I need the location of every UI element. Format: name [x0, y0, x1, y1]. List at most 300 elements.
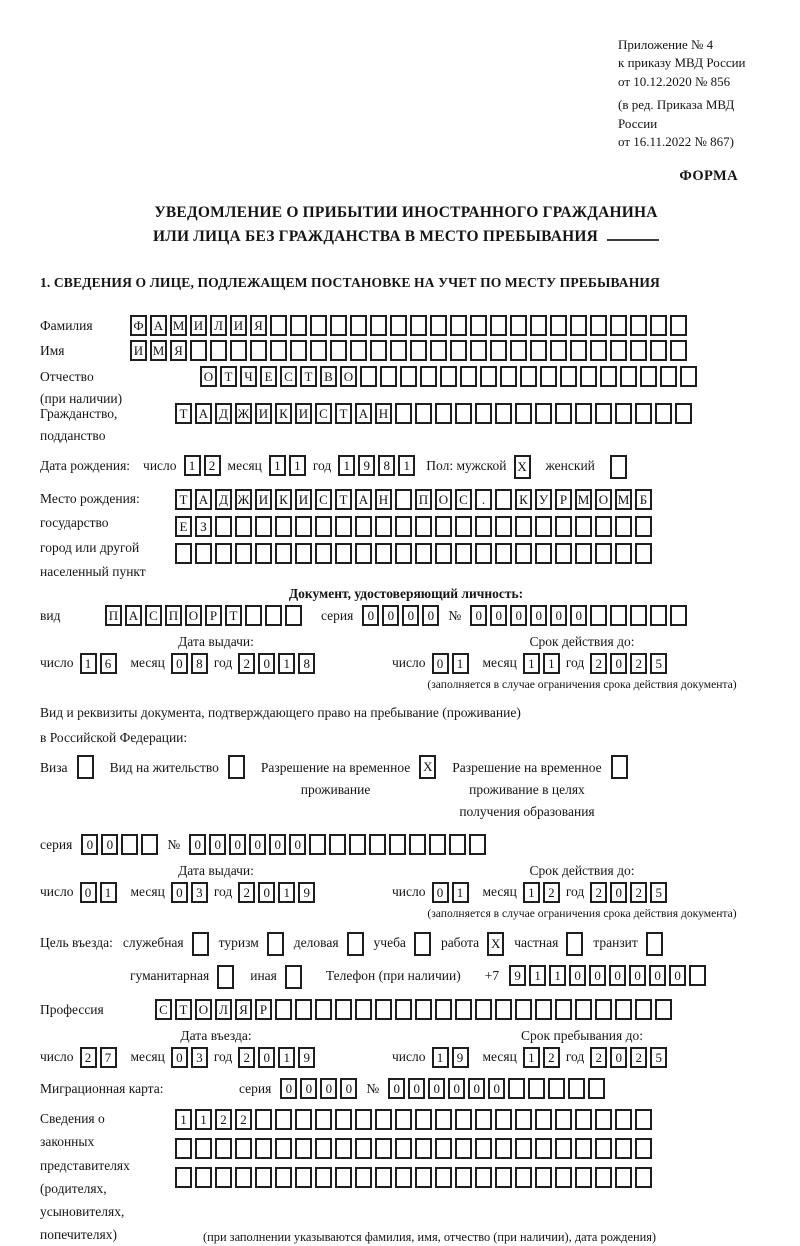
char-cell[interactable]: 0: [229, 834, 246, 855]
char-cell[interactable]: [435, 1138, 452, 1159]
char-cell[interactable]: [285, 965, 302, 989]
char-cell[interactable]: [615, 1167, 632, 1188]
char-cell[interactable]: 9: [298, 882, 315, 903]
char-cell[interactable]: [640, 366, 657, 387]
char-cell[interactable]: О: [200, 366, 217, 387]
char-cell[interactable]: [635, 516, 652, 537]
char-cell[interactable]: [310, 315, 327, 336]
char-cell[interactable]: 7: [100, 1047, 117, 1068]
char-cell[interactable]: [390, 315, 407, 336]
char-cell[interactable]: Ж: [235, 403, 252, 424]
char-cell[interactable]: [235, 543, 252, 564]
char-cell[interactable]: [290, 315, 307, 336]
char-cell[interactable]: И: [255, 403, 272, 424]
char-cell[interactable]: [250, 340, 267, 361]
char-cell[interactable]: 1: [278, 1047, 295, 1068]
char-cell[interactable]: Н: [375, 403, 392, 424]
char-cell[interactable]: 0: [649, 965, 666, 986]
char-cell[interactable]: [568, 1078, 585, 1099]
char-cell[interactable]: [575, 403, 592, 424]
char-cell[interactable]: [595, 403, 612, 424]
char-cell[interactable]: [255, 543, 272, 564]
char-cell[interactable]: 0: [610, 653, 627, 674]
char-cell[interactable]: И: [130, 340, 147, 361]
char-cell[interactable]: А: [150, 315, 167, 336]
char-cell[interactable]: [670, 605, 687, 626]
char-cell[interactable]: [350, 340, 367, 361]
char-cell[interactable]: И: [255, 489, 272, 510]
char-cell[interactable]: [335, 999, 352, 1020]
char-cell[interactable]: [375, 1138, 392, 1159]
char-cell[interactable]: [315, 1167, 332, 1188]
char-cell[interactable]: 0: [289, 834, 306, 855]
char-cell[interactable]: [635, 1138, 652, 1159]
char-cell[interactable]: 8: [298, 653, 315, 674]
char-cell[interactable]: [615, 1138, 632, 1159]
char-cell[interactable]: X: [514, 455, 531, 479]
char-cell[interactable]: [555, 999, 572, 1020]
char-cell[interactable]: [495, 1167, 512, 1188]
char-cell[interactable]: 1: [278, 653, 295, 674]
char-cell[interactable]: О: [595, 489, 612, 510]
char-cell[interactable]: С: [145, 605, 162, 626]
char-cell[interactable]: [475, 1138, 492, 1159]
char-cell[interactable]: 1: [549, 965, 566, 986]
char-cell[interactable]: [265, 605, 282, 626]
char-cell[interactable]: 3: [191, 882, 208, 903]
char-cell[interactable]: [535, 999, 552, 1020]
char-cell[interactable]: 2: [235, 1109, 252, 1130]
char-cell[interactable]: [395, 1109, 412, 1130]
char-cell[interactable]: [395, 489, 412, 510]
char-cell[interactable]: [535, 1167, 552, 1188]
char-cell[interactable]: Т: [175, 403, 192, 424]
char-cell[interactable]: К: [515, 489, 532, 510]
char-cell[interactable]: [595, 1138, 612, 1159]
char-cell[interactable]: [415, 999, 432, 1020]
char-cell[interactable]: [595, 543, 612, 564]
char-cell[interactable]: [470, 340, 487, 361]
char-cell[interactable]: [415, 516, 432, 537]
char-cell[interactable]: [370, 340, 387, 361]
char-cell[interactable]: 0: [362, 605, 379, 626]
char-cell[interactable]: [190, 340, 207, 361]
char-cell[interactable]: 5: [650, 1047, 667, 1068]
char-cell[interactable]: [475, 1167, 492, 1188]
char-cell[interactable]: [335, 516, 352, 537]
char-cell[interactable]: [330, 315, 347, 336]
char-cell[interactable]: [575, 1167, 592, 1188]
char-cell[interactable]: И: [230, 315, 247, 336]
char-cell[interactable]: [610, 605, 627, 626]
char-cell[interactable]: 0: [171, 882, 188, 903]
char-cell[interactable]: [349, 834, 366, 855]
char-cell[interactable]: [495, 999, 512, 1020]
char-cell[interactable]: 0: [209, 834, 226, 855]
char-cell[interactable]: М: [615, 489, 632, 510]
char-cell[interactable]: 0: [629, 965, 646, 986]
char-cell[interactable]: 0: [320, 1078, 337, 1099]
char-cell[interactable]: С: [315, 403, 332, 424]
char-cell[interactable]: [415, 1167, 432, 1188]
char-cell[interactable]: [415, 1109, 432, 1130]
char-cell[interactable]: [410, 340, 427, 361]
char-cell[interactable]: [615, 403, 632, 424]
char-cell[interactable]: [440, 366, 457, 387]
char-cell[interactable]: [520, 366, 537, 387]
char-cell[interactable]: [600, 366, 617, 387]
char-cell[interactable]: В: [320, 366, 337, 387]
char-cell[interactable]: [475, 516, 492, 537]
char-cell[interactable]: [455, 543, 472, 564]
char-cell[interactable]: К: [275, 489, 292, 510]
char-cell[interactable]: [575, 1109, 592, 1130]
char-cell[interactable]: М: [150, 340, 167, 361]
char-cell[interactable]: 0: [669, 965, 686, 986]
char-cell[interactable]: Б: [635, 489, 652, 510]
char-cell[interactable]: 1: [529, 965, 546, 986]
char-cell[interactable]: [595, 999, 612, 1020]
char-cell[interactable]: 0: [609, 965, 626, 986]
char-cell[interactable]: 2: [238, 653, 255, 674]
char-cell[interactable]: [590, 315, 607, 336]
char-cell[interactable]: [575, 1138, 592, 1159]
char-cell[interactable]: 0: [432, 653, 449, 674]
char-cell[interactable]: [295, 1109, 312, 1130]
char-cell[interactable]: [495, 1138, 512, 1159]
char-cell[interactable]: Т: [300, 366, 317, 387]
char-cell[interactable]: 0: [258, 882, 275, 903]
char-cell[interactable]: [329, 834, 346, 855]
char-cell[interactable]: [575, 999, 592, 1020]
char-cell[interactable]: .: [475, 489, 492, 510]
char-cell[interactable]: [480, 366, 497, 387]
char-cell[interactable]: [245, 605, 262, 626]
char-cell[interactable]: [275, 1138, 292, 1159]
char-cell[interactable]: [309, 834, 326, 855]
char-cell[interactable]: [315, 543, 332, 564]
char-cell[interactable]: [495, 489, 512, 510]
char-cell[interactable]: Т: [175, 999, 192, 1020]
char-cell[interactable]: [450, 340, 467, 361]
char-cell[interactable]: С: [455, 489, 472, 510]
char-cell[interactable]: [310, 340, 327, 361]
char-cell[interactable]: 2: [630, 1047, 647, 1068]
char-cell[interactable]: [375, 516, 392, 537]
char-cell[interactable]: Н: [375, 489, 392, 510]
char-cell[interactable]: [335, 1109, 352, 1130]
char-cell[interactable]: [610, 340, 627, 361]
char-cell[interactable]: [455, 1138, 472, 1159]
char-cell[interactable]: 2: [238, 882, 255, 903]
char-cell[interactable]: [335, 1138, 352, 1159]
char-cell[interactable]: 0: [280, 1078, 297, 1099]
char-cell[interactable]: [255, 1109, 272, 1130]
char-cell[interactable]: [550, 315, 567, 336]
char-cell[interactable]: [355, 1109, 372, 1130]
char-cell[interactable]: [455, 403, 472, 424]
char-cell[interactable]: 0: [610, 1047, 627, 1068]
char-cell[interactable]: 0: [569, 965, 586, 986]
char-cell[interactable]: 0: [589, 965, 606, 986]
char-cell[interactable]: [420, 366, 437, 387]
char-cell[interactable]: Т: [225, 605, 242, 626]
char-cell[interactable]: [192, 932, 209, 956]
char-cell[interactable]: [500, 366, 517, 387]
char-cell[interactable]: 0: [189, 834, 206, 855]
char-cell[interactable]: [630, 605, 647, 626]
char-cell[interactable]: [355, 1138, 372, 1159]
char-cell[interactable]: И: [190, 315, 207, 336]
char-cell[interactable]: [270, 315, 287, 336]
char-cell[interactable]: [475, 1109, 492, 1130]
char-cell[interactable]: [566, 932, 583, 956]
char-cell[interactable]: [595, 516, 612, 537]
char-cell[interactable]: 1: [523, 882, 540, 903]
char-cell[interactable]: 0: [530, 605, 547, 626]
char-cell[interactable]: Ф: [130, 315, 147, 336]
char-cell[interactable]: [355, 543, 372, 564]
char-cell[interactable]: [315, 999, 332, 1020]
char-cell[interactable]: [330, 340, 347, 361]
char-cell[interactable]: [515, 1109, 532, 1130]
char-cell[interactable]: 0: [468, 1078, 485, 1099]
char-cell[interactable]: 1: [523, 653, 540, 674]
char-cell[interactable]: П: [165, 605, 182, 626]
char-cell[interactable]: 1: [184, 455, 201, 476]
char-cell[interactable]: [335, 1167, 352, 1188]
char-cell[interactable]: 1: [432, 1047, 449, 1068]
char-cell[interactable]: [475, 403, 492, 424]
char-cell[interactable]: 2: [630, 653, 647, 674]
char-cell[interactable]: [141, 834, 158, 855]
char-cell[interactable]: [635, 403, 652, 424]
char-cell[interactable]: А: [195, 403, 212, 424]
char-cell[interactable]: [490, 340, 507, 361]
char-cell[interactable]: [535, 1109, 552, 1130]
char-cell[interactable]: С: [155, 999, 172, 1020]
char-cell[interactable]: Я: [250, 315, 267, 336]
char-cell[interactable]: 1: [269, 455, 286, 476]
char-cell[interactable]: [395, 1167, 412, 1188]
char-cell[interactable]: [630, 315, 647, 336]
char-cell[interactable]: X: [487, 932, 504, 956]
char-cell[interactable]: 0: [470, 605, 487, 626]
char-cell[interactable]: [77, 755, 94, 779]
char-cell[interactable]: [650, 605, 667, 626]
char-cell[interactable]: Р: [255, 999, 272, 1020]
char-cell[interactable]: [275, 1167, 292, 1188]
char-cell[interactable]: [375, 1109, 392, 1130]
char-cell[interactable]: [689, 965, 706, 986]
char-cell[interactable]: [515, 516, 532, 537]
char-cell[interactable]: [528, 1078, 545, 1099]
char-cell[interactable]: Д: [215, 403, 232, 424]
char-cell[interactable]: [595, 1167, 612, 1188]
char-cell[interactable]: [675, 403, 692, 424]
char-cell[interactable]: [255, 1167, 272, 1188]
char-cell[interactable]: [470, 315, 487, 336]
char-cell[interactable]: 0: [300, 1078, 317, 1099]
char-cell[interactable]: [555, 516, 572, 537]
char-cell[interactable]: П: [415, 489, 432, 510]
char-cell[interactable]: П: [105, 605, 122, 626]
char-cell[interactable]: [215, 543, 232, 564]
char-cell[interactable]: X: [419, 755, 436, 779]
char-cell[interactable]: 1: [80, 653, 97, 674]
char-cell[interactable]: [555, 543, 572, 564]
char-cell[interactable]: [535, 516, 552, 537]
char-cell[interactable]: [611, 755, 628, 779]
char-cell[interactable]: [389, 834, 406, 855]
char-cell[interactable]: [510, 340, 527, 361]
char-cell[interactable]: [555, 1138, 572, 1159]
char-cell[interactable]: К: [275, 403, 292, 424]
char-cell[interactable]: [380, 366, 397, 387]
char-cell[interactable]: [369, 834, 386, 855]
char-cell[interactable]: [508, 1078, 525, 1099]
char-cell[interactable]: 0: [448, 1078, 465, 1099]
char-cell[interactable]: [415, 543, 432, 564]
char-cell[interactable]: [455, 516, 472, 537]
char-cell[interactable]: [495, 403, 512, 424]
char-cell[interactable]: [195, 1167, 212, 1188]
char-cell[interactable]: [610, 455, 627, 479]
char-cell[interactable]: И: [295, 489, 312, 510]
char-cell[interactable]: О: [435, 489, 452, 510]
char-cell[interactable]: [548, 1078, 565, 1099]
char-cell[interactable]: [515, 543, 532, 564]
char-cell[interactable]: 1: [452, 653, 469, 674]
char-cell[interactable]: [195, 543, 212, 564]
char-cell[interactable]: [570, 315, 587, 336]
char-cell[interactable]: [217, 965, 234, 989]
char-cell[interactable]: [400, 366, 417, 387]
char-cell[interactable]: [295, 1138, 312, 1159]
char-cell[interactable]: [475, 999, 492, 1020]
char-cell[interactable]: [295, 516, 312, 537]
char-cell[interactable]: [295, 543, 312, 564]
char-cell[interactable]: [635, 543, 652, 564]
char-cell[interactable]: [615, 543, 632, 564]
char-cell[interactable]: [375, 999, 392, 1020]
char-cell[interactable]: Т: [175, 489, 192, 510]
char-cell[interactable]: [370, 315, 387, 336]
char-cell[interactable]: [655, 999, 672, 1020]
char-cell[interactable]: [575, 516, 592, 537]
char-cell[interactable]: [435, 1109, 452, 1130]
char-cell[interactable]: 0: [408, 1078, 425, 1099]
char-cell[interactable]: Л: [210, 315, 227, 336]
char-cell[interactable]: [429, 834, 446, 855]
char-cell[interactable]: [435, 1167, 452, 1188]
char-cell[interactable]: [285, 605, 302, 626]
char-cell[interactable]: [215, 1167, 232, 1188]
char-cell[interactable]: 0: [490, 605, 507, 626]
char-cell[interactable]: [175, 543, 192, 564]
char-cell[interactable]: 6: [100, 653, 117, 674]
char-cell[interactable]: [228, 755, 245, 779]
char-cell[interactable]: 5: [650, 882, 667, 903]
char-cell[interactable]: [655, 403, 672, 424]
char-cell[interactable]: О: [185, 605, 202, 626]
char-cell[interactable]: 1: [452, 882, 469, 903]
char-cell[interactable]: Т: [220, 366, 237, 387]
char-cell[interactable]: 9: [452, 1047, 469, 1068]
char-cell[interactable]: 2: [630, 882, 647, 903]
char-cell[interactable]: [515, 1167, 532, 1188]
char-cell[interactable]: [267, 932, 284, 956]
char-cell[interactable]: [590, 605, 607, 626]
char-cell[interactable]: [469, 834, 486, 855]
char-cell[interactable]: [449, 834, 466, 855]
char-cell[interactable]: [295, 1167, 312, 1188]
char-cell[interactable]: [550, 340, 567, 361]
char-cell[interactable]: С: [280, 366, 297, 387]
char-cell[interactable]: [670, 340, 687, 361]
char-cell[interactable]: [535, 1138, 552, 1159]
char-cell[interactable]: 1: [543, 653, 560, 674]
char-cell[interactable]: 9: [358, 455, 375, 476]
char-cell[interactable]: Р: [555, 489, 572, 510]
char-cell[interactable]: [210, 340, 227, 361]
char-cell[interactable]: [635, 1167, 652, 1188]
char-cell[interactable]: [195, 1138, 212, 1159]
char-cell[interactable]: [515, 999, 532, 1020]
char-cell[interactable]: [290, 340, 307, 361]
char-cell[interactable]: [395, 403, 412, 424]
char-cell[interactable]: [275, 999, 292, 1020]
char-cell[interactable]: [235, 1167, 252, 1188]
char-cell[interactable]: О: [340, 366, 357, 387]
char-cell[interactable]: А: [355, 403, 372, 424]
char-cell[interactable]: [275, 1109, 292, 1130]
char-cell[interactable]: [295, 999, 312, 1020]
char-cell[interactable]: 0: [269, 834, 286, 855]
char-cell[interactable]: Е: [175, 516, 192, 537]
char-cell[interactable]: [255, 516, 272, 537]
char-cell[interactable]: Ж: [235, 489, 252, 510]
char-cell[interactable]: [435, 999, 452, 1020]
char-cell[interactable]: 9: [509, 965, 526, 986]
char-cell[interactable]: [510, 315, 527, 336]
char-cell[interactable]: [415, 1138, 432, 1159]
char-cell[interactable]: [215, 1138, 232, 1159]
char-cell[interactable]: 0: [488, 1078, 505, 1099]
char-cell[interactable]: 0: [171, 1047, 188, 1068]
char-cell[interactable]: [395, 999, 412, 1020]
char-cell[interactable]: 0: [382, 605, 399, 626]
char-cell[interactable]: [255, 1138, 272, 1159]
char-cell[interactable]: [395, 1138, 412, 1159]
char-cell[interactable]: А: [195, 489, 212, 510]
char-cell[interactable]: 0: [80, 882, 97, 903]
char-cell[interactable]: [355, 516, 372, 537]
char-cell[interactable]: 1: [523, 1047, 540, 1068]
char-cell[interactable]: [430, 315, 447, 336]
char-cell[interactable]: [530, 340, 547, 361]
char-cell[interactable]: [580, 366, 597, 387]
char-cell[interactable]: [560, 366, 577, 387]
char-cell[interactable]: [435, 516, 452, 537]
char-cell[interactable]: 2: [543, 882, 560, 903]
char-cell[interactable]: [430, 340, 447, 361]
char-cell[interactable]: [315, 516, 332, 537]
char-cell[interactable]: [409, 834, 426, 855]
char-cell[interactable]: 0: [432, 882, 449, 903]
char-cell[interactable]: [275, 516, 292, 537]
char-cell[interactable]: [414, 932, 431, 956]
